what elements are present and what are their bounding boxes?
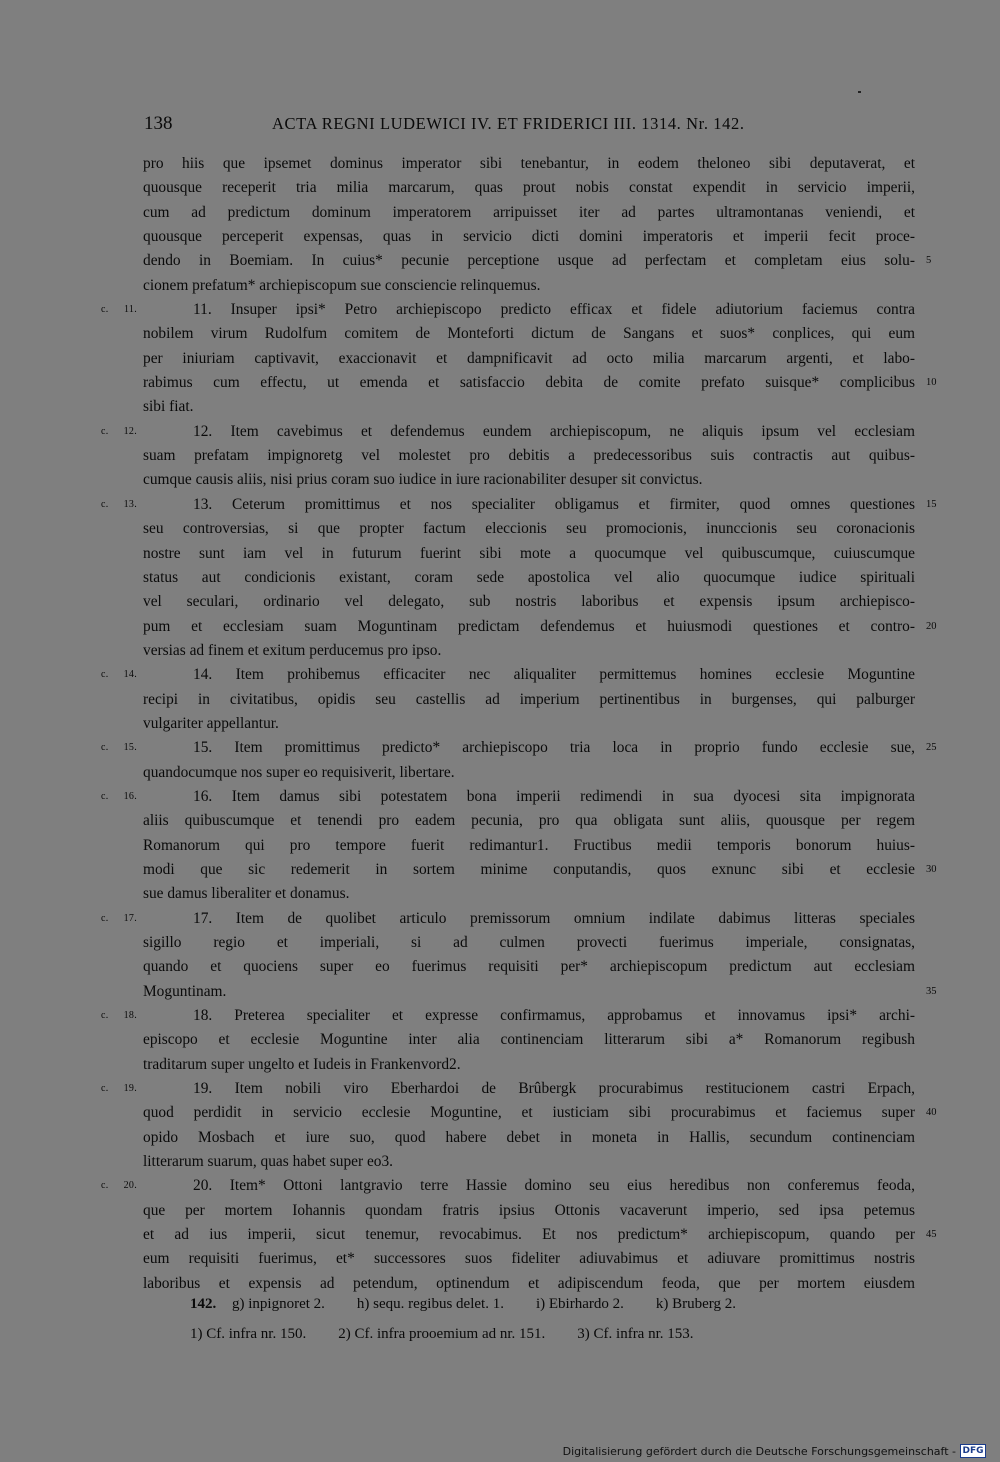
text-line [143,542,915,566]
line-number: 25 [926,742,937,754]
text-line [143,517,915,541]
reference-note: 1) Cf. infra nr. 150. [190,1326,307,1342]
text-line [143,858,937,882]
line-text: modi que sic redemerit in sortem minime conputandis, quos exnunc sibi et ecclesie [143,860,915,878]
running-title: ACTA REGNI LUDEWICI IV. ET FRIDERICI III. 1314. Nr. 142. [272,114,745,133]
line-text: opido Mosbach et iure suo, quod habere debet in moneta in Hallis, secundum continenciam [143,1128,915,1146]
apparatus-note: g) inpignoret 2. [232,1296,325,1312]
text-line [143,688,915,712]
text-line [143,639,915,663]
chapter-marker: c. 19. [101,1083,137,1095]
chapter-marker: c. 11. [101,304,137,316]
text-line [101,420,915,444]
footnote-row-references [190,1322,890,1352]
line-text: rabimus cum effectu, ut emenda et satisfaccio debita de comite prefato suisque* complicibus [143,374,915,392]
page-number: 138 [144,113,173,134]
line-number: 10 [926,377,937,389]
line-text: 15. Item promittimus predicto* archiepiscopo tria loca in proprio fundo ecclesie sue, [193,739,915,757]
text-line [143,468,915,492]
line-text: 13. Ceterum promittimus et nos specialiter obligamus et firmiter, quod omnes questiones [193,495,915,513]
line-number: 45 [926,1229,937,1241]
line-text: quod perdidit in servicio ecclesie Moguntine, et iusticiam sibi procurabimus et faciemus super [143,1104,915,1122]
text-line [101,907,915,931]
line-text: 20. Item* Ottoni lantgravio terre Hassie domino seu eius heredibus non conferemus feoda, [193,1177,915,1195]
text-line [143,444,915,468]
reference-note: 2) Cf. infra prooemium ad nr. 151. [338,1326,546,1342]
line-text: status aut condicionis existant, coram sede apostolica vel alio quocumque iudice spirituali [143,568,915,586]
text-line [143,980,937,1004]
line-text: traditarum super ungelto et Iudeis in Frankenvord2. [143,1055,461,1073]
text-line [143,176,915,200]
text-line [143,371,937,395]
line-text: vulgariter appellantur. [143,714,279,732]
line-text: 14. Item prohibemus efficaciter nec aliqualiter permittemus homines ecclesie Moguntine [193,666,915,684]
line-text: laboribus et expensis ad petendum, optinendum et adipiscendum feoda, que per mortem eiusdem [143,1274,915,1292]
line-text: versias ad finem et exitum perducemus pro ipso. [143,641,442,659]
text-line [143,1028,915,1052]
line-text: sue damus liberaliter et donamus. [143,885,350,903]
text-line [143,322,915,346]
line-text: seu controversias, si que propter factum eleccionis seu promocionis, inunccionis seu coronacionis [143,520,915,538]
text-line [143,590,915,614]
line-text: aliis quibuscumque et tenendi pro eadem pecunia, pro qua obligata sunt aliis, quousque per regem [143,812,915,830]
line-number: 35 [926,985,937,997]
line-text: quousque perceperit expensas, quas in servicio dicti domini imperatoris et imperii fecit proce- [143,228,915,246]
chapter-marker: c. 20. [101,1180,137,1192]
line-number: 15 [926,498,937,510]
line-text: litterarum suarum, quas habet super eo3. [143,1153,394,1171]
line-text: suam prefatam impignoretg vel molestet pro debitis a predecessoribus suis contractis aut quibus- [143,447,915,465]
footnotes [190,1292,890,1352]
text-line [143,882,915,906]
text-line [143,1101,937,1125]
chapter-marker: c. 13. [101,498,137,510]
text-line [101,493,937,517]
text-line [143,566,915,590]
line-text: Moguntinam. [143,982,227,1000]
scan-speck [858,91,861,93]
text-line [143,1247,915,1271]
page-header [0,113,1000,139]
line-text: que per mortem Iohannis quondam fratris ipsius Ottonis vacaverunt imperio, sed ipsa petemus [143,1201,915,1219]
apparatus-note: h) sequ. regibus delet. 1. [356,1296,504,1312]
dfg-logo: DFG [960,1444,986,1458]
line-text: 12. Item cavebimus et defendemus eundem archiepiscopum, ne aliquis ipsum vel ecclesiam [193,422,915,440]
text-line [101,785,915,809]
text-line [143,225,915,249]
text-line [143,834,915,858]
text-line [101,1077,915,1101]
text-line [143,1053,915,1077]
text-line [143,274,915,298]
reference-note: 3) Cf. infra nr. 153. [577,1326,694,1342]
text-line [143,615,937,639]
chapter-marker: c. 18. [101,1010,137,1022]
line-text: dendo in Boemiam. In cuius* pecunie perceptione usque ad perfectam et completam eius solu- [143,252,915,270]
chapter-marker: c. 14. [101,669,137,681]
chapter-marker: c. 15. [101,742,137,754]
line-number: 5 [926,255,932,267]
chapter-marker: c. 17. [101,912,137,924]
line-text: quando et quociens super eo fuerimus requisiti per* archiepiscopum predictum aut ecclesiam [143,958,915,976]
line-number: 20 [926,620,937,632]
text-line [101,298,915,322]
apparatus-note: k) Bruberg 2. [655,1296,736,1312]
text-line [143,1223,937,1247]
text-line [143,955,915,979]
credit-text: Digitalisierung gefördert durch die Deutsche Forschungsgemeinschaft - [562,1444,956,1458]
line-text: pum et ecclesiam suam Moguntinam predictam defendemus et huiusmodi questiones et contro- [143,617,915,635]
text-line [143,931,915,955]
line-text: 17. Item de quolibet articulo premissorum omnium indilate dabimus litteras speciales [193,909,915,927]
line-text: quousque receperit tria milia marcarum, quas prout nobis constat expendit in servicio imperii, [143,179,915,197]
text-line [143,249,932,273]
apparatus-note: i) Ebirhardo 2. [535,1296,624,1312]
text-line [101,1004,915,1028]
text-line [101,1174,915,1198]
text-line [143,712,915,736]
line-text: eum requisiti fuerimus, et* successores suos fideliter adiuvabimus et adiuvare promittimus nostris [143,1250,915,1268]
line-text: et ad ius imperii, sicut tenemur, revocabimus. Et nos predictum* archiepiscopum, quando per [143,1226,915,1244]
digitization-credit [563,1444,986,1458]
text-line [143,1126,915,1150]
line-text: cionem prefatum* archiepiscopum sue consciencie relinquemus. [143,276,541,294]
line-text: 18. Preterea specialiter et expresse confirmamus, approbamus et innovamus ipsi* archi- [193,1007,915,1025]
text-line [101,736,937,760]
main-text [101,152,937,1296]
footnote-row-apparatus [190,1292,890,1322]
line-text: quandocumque nos super eo requisiverit, libertare. [143,763,455,781]
line-text: 11. Insuper ipsi* Petro archiepiscopo predicto efficax et fidele adiutorium faciemus contra [193,301,915,319]
line-text: recipi in civitatibus, opidis seu castellis ad imperium pertinentibus in burgenses, qui palburger [143,690,915,708]
text-line [101,663,915,687]
line-text: vel seculari, ordinario vel delegato, sub nostris laboribus et expensis ipsum archiepisco- [143,593,915,611]
chapter-marker: c. 16. [101,790,137,802]
line-text: pro hiis que ipsemet dominus imperator sibi tenebantur, in eodem theloneo sibi deputaverat, et [143,155,915,172]
line-number: 30 [926,863,937,875]
line-text: cumque causis aliis, nisi prius coram suo iudice in iure racionabiliter desuper sit convictus. [143,471,703,489]
text-line [143,152,915,176]
line-text: sibi fiat. [143,398,194,416]
line-text: Romanorum qui pro tempore fuerit redimantur1. Fructibus medii temporis bonorum huius- [143,836,915,854]
line-text: nobilem virum Rudolfum comitem de Monteforti dictum de Sangans et suos* conplices, qui eum [143,325,915,343]
text-line [143,395,915,419]
line-text: sigillo regio et imperiali, si ad culmen provecti fuerimus imperiale, consignatas, [143,934,915,951]
line-text: 19. Item nobili viro Eberhardoi de Brûbergk procurabimus restitucionem castri Erpach, [193,1080,915,1098]
text-line [143,201,915,225]
line-text: nostre sunt iam vel in futurum fuerint sibi mote a quocumque vel quibuscumque, cuiuscumque [143,544,915,562]
line-text: cum ad predictum dominum imperatorem arripuisset iter ad partes ultramontanas veniendi, et [143,203,915,221]
text-line [143,1150,915,1174]
line-text: per iniuriam captivavit, exaccionavit et dampnificavit ad octo milia marcarum argenti, et labo- [143,349,915,367]
text-line [143,809,915,833]
text-line [143,347,915,371]
text-line [143,761,915,785]
line-number: 40 [926,1107,937,1119]
footnote-document-number: 142. [190,1296,217,1312]
line-text: episcopo et ecclesie Moguntine inter alia continenciam litterarum sibi a* Romanorum regibush [143,1031,915,1049]
text-line [143,1199,915,1223]
chapter-marker: c. 12. [101,425,137,437]
line-text: 16. Item damus sibi potestatem bona imperii redimendi in sua dyocesi sita impignorata [193,787,915,805]
